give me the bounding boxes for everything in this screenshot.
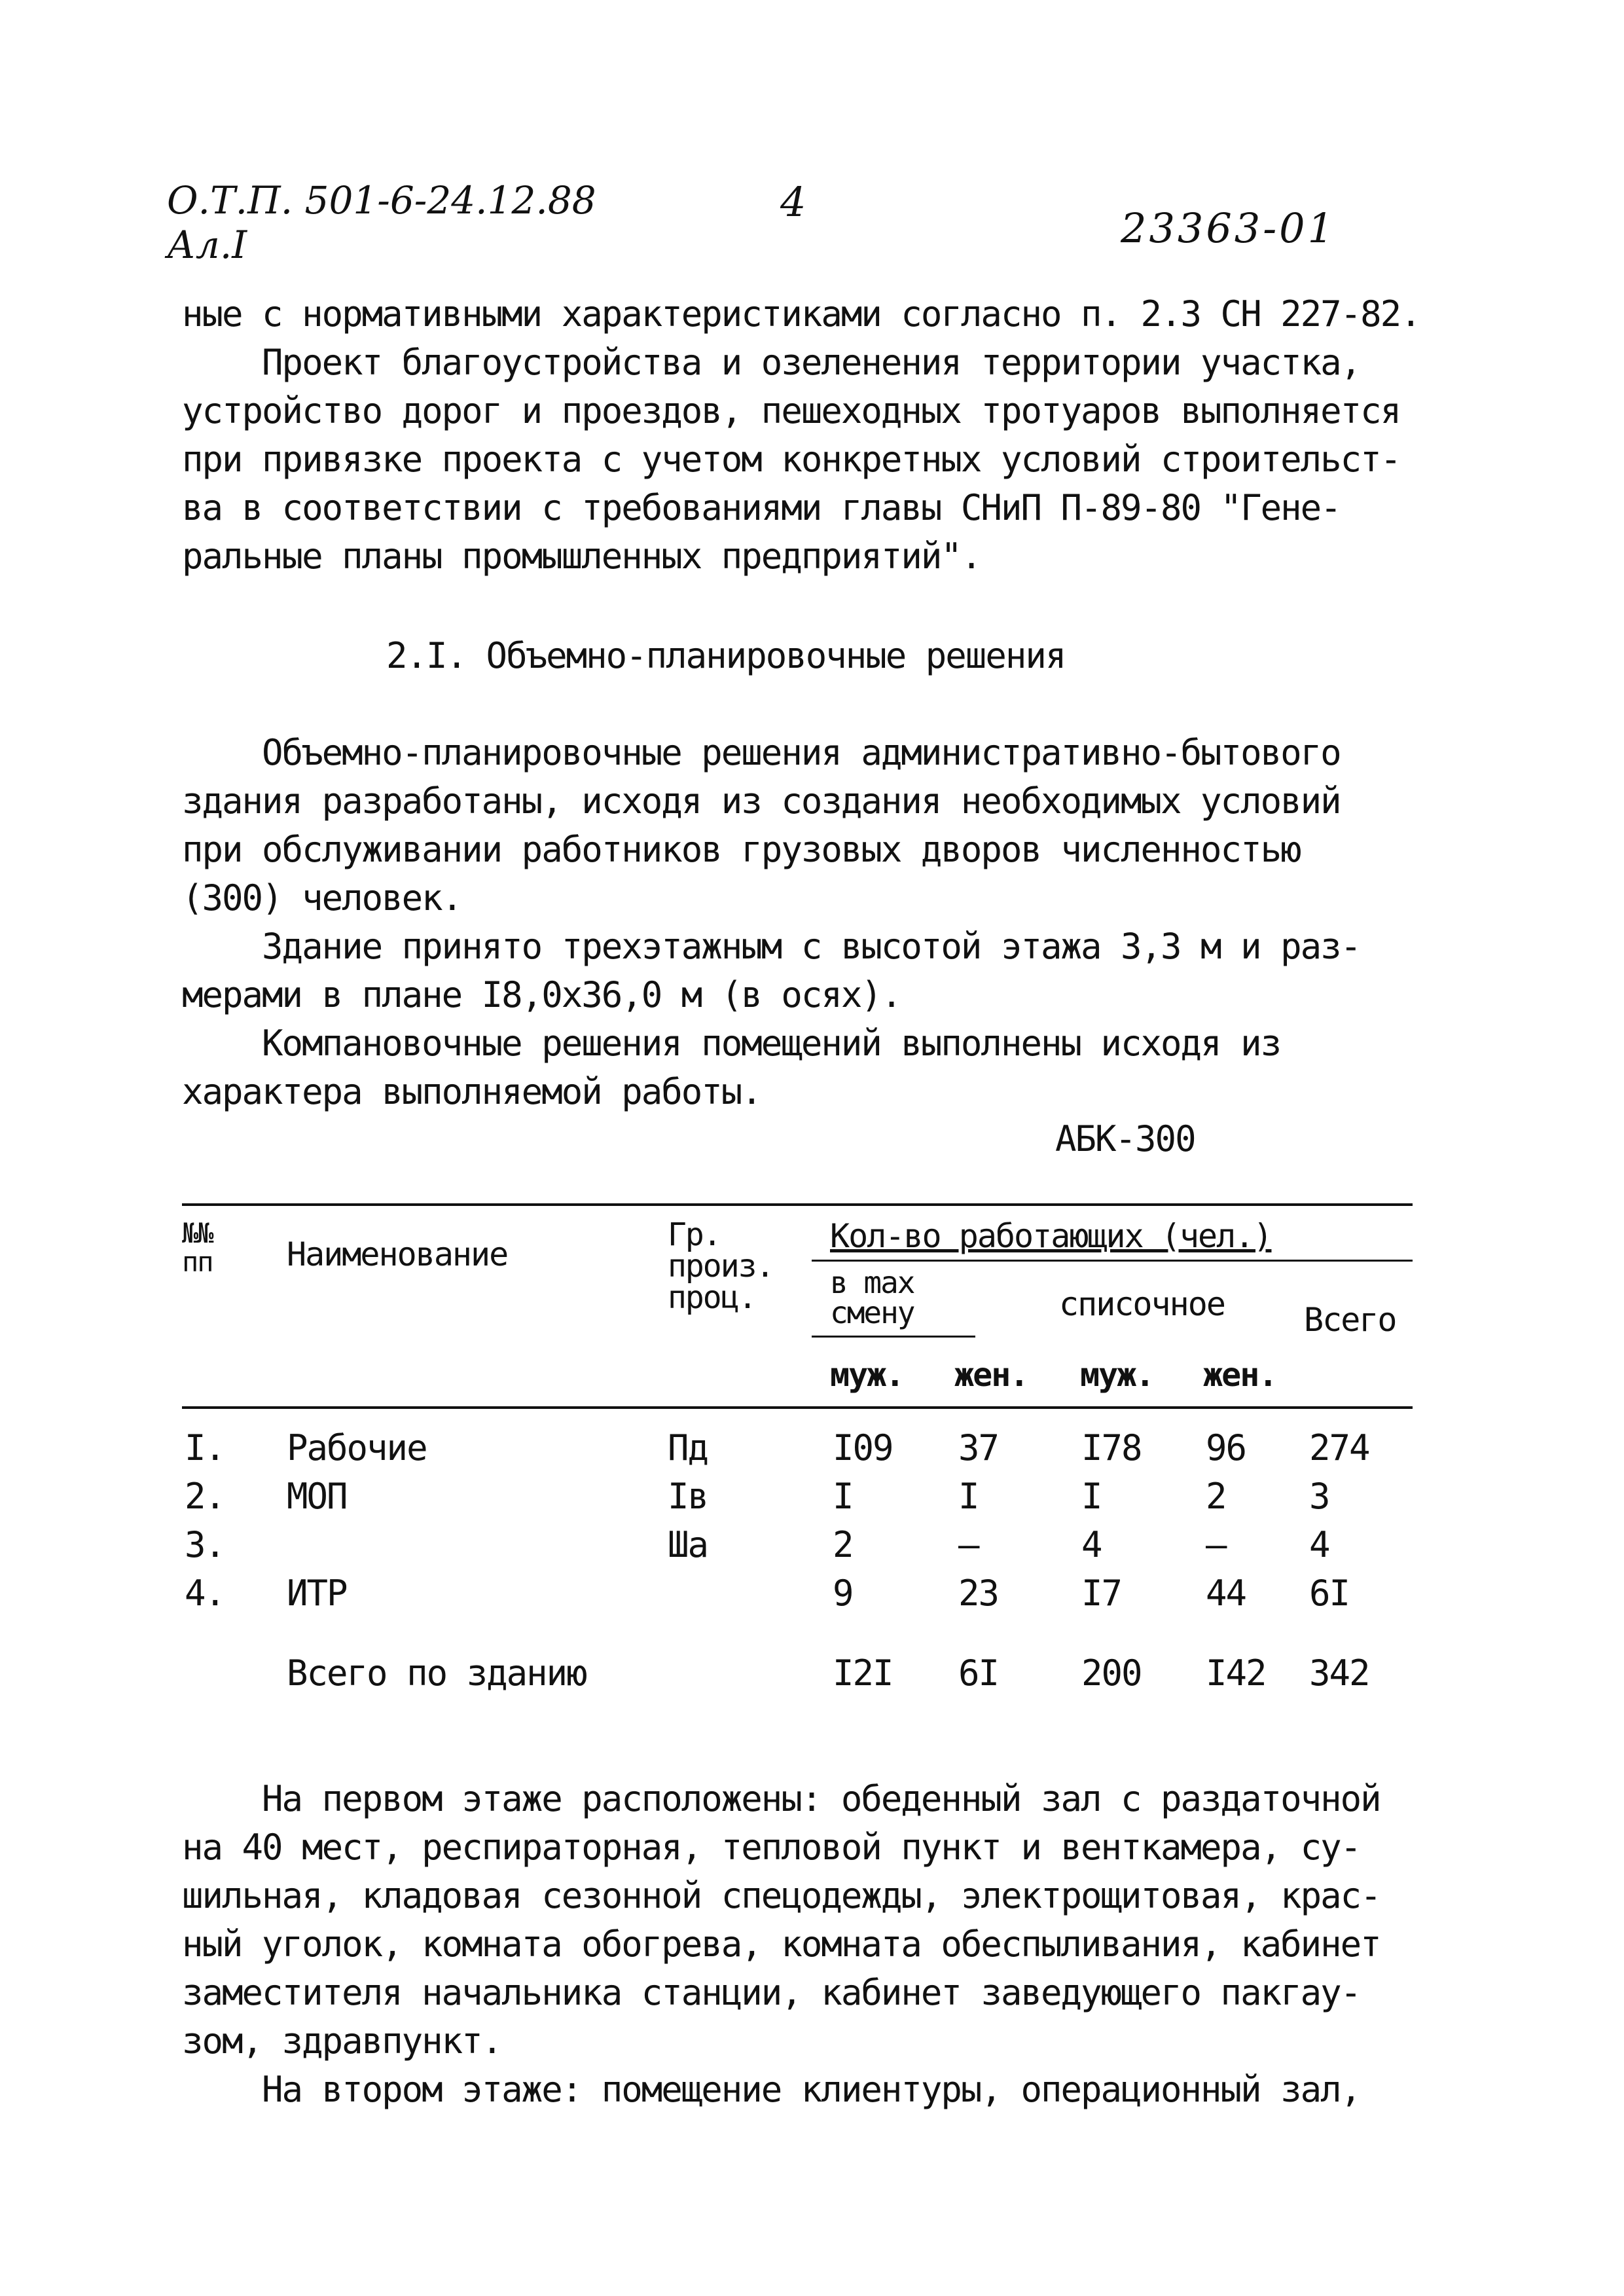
row-total: 274 — [1309, 1427, 1369, 1468]
text-line: На первом этаже расположены: обеденный зал с раздаточной — [182, 1778, 1380, 1819]
section-title: 2.I. Объемно-планировочные решения — [386, 635, 1066, 676]
header-name: Наименование — [287, 1235, 508, 1273]
text-line: устройство дорог и проездов, пешеходных тротуаров выполняется — [182, 390, 1401, 431]
row-name: МОП — [287, 1476, 347, 1517]
row-group: Пд — [668, 1427, 708, 1468]
text-line: ральные планы промышленных предприятий". — [182, 536, 981, 577]
text-line: ный уголок, комната обогрева, комната обеспыливания, кабинет — [182, 1923, 1380, 1965]
row-list-male: I7 — [1081, 1573, 1122, 1614]
text-line: характера выполняемой работы. — [182, 1071, 761, 1112]
row-list-female: – — [1206, 1524, 1226, 1565]
header-max-male: муж. — [830, 1356, 904, 1394]
row-max-female: 37 — [958, 1427, 999, 1468]
header-workers: Кол-во работающих (чел.) — [830, 1217, 1272, 1255]
row-num: 3. — [185, 1524, 225, 1565]
table-caption: АБК-300 — [1055, 1118, 1195, 1159]
text-line: Здание принято трехэтажным с высотой этажа 3,3 м и раз- — [182, 926, 1361, 967]
header-group: Гр. произ. проц. — [668, 1216, 774, 1316]
header-list-female: жен. — [1203, 1356, 1277, 1394]
total-total: 342 — [1309, 1652, 1369, 1694]
table-header-bottom-rule — [182, 1406, 1413, 1409]
max-shift-rule — [812, 1336, 975, 1338]
text-line: Проект благоустройства и озеленения территории участка, — [182, 342, 1361, 383]
text-line: заместителя начальника станции, кабинет заведующего пакгау- — [182, 1972, 1361, 2013]
text-line: шильная, кладовая сезонной спецодежды, электрощитовая, крас- — [182, 1875, 1380, 1916]
header-list: списочное — [1059, 1285, 1225, 1323]
total-list-male: 200 — [1081, 1652, 1142, 1694]
total-max-female: 6I — [958, 1652, 999, 1694]
text-line: мерами в плане I8,0x36,0 м (в осях). — [182, 974, 901, 1015]
table-top-rule — [182, 1203, 1413, 1206]
page-number: 4 — [780, 178, 806, 226]
row-max-male: 9 — [833, 1573, 853, 1614]
row-total: 4 — [1309, 1524, 1329, 1565]
header-max-shift: в max смену — [830, 1265, 914, 1330]
row-group: Iв — [668, 1476, 708, 1517]
header-max-female: жен. — [954, 1356, 1028, 1394]
text-line: при привязке проекта с учетом конкретных условий строительст- — [182, 439, 1401, 480]
workers-header-rule — [812, 1260, 1413, 1262]
text-line: Компановочные решения помещений выполнены исходя из — [182, 1023, 1281, 1064]
row-list-male: 4 — [1081, 1524, 1102, 1565]
text-line: зом, здравпункт. — [182, 2020, 502, 2062]
text-line: при обслуживании работников грузовых дворов численностью — [182, 829, 1301, 870]
text-line: (300) человек. — [182, 877, 462, 919]
text-line: здания разработаны, исходя из создания необходимых условий — [182, 780, 1341, 822]
header-list-male: муж. — [1080, 1356, 1154, 1394]
row-max-male: I — [833, 1476, 853, 1517]
row-total: 3 — [1309, 1476, 1329, 1517]
album-number: Ал.I — [167, 223, 247, 267]
text-line: ные с нормативными характеристиками согласно п. 2.3 СН 227-82. — [182, 293, 1420, 335]
row-num: 2. — [185, 1476, 225, 1517]
row-max-male: 2 — [833, 1524, 853, 1565]
row-list-female: 2 — [1206, 1476, 1226, 1517]
text-line: Объемно-планировочные решения административно-бытового — [182, 732, 1341, 773]
row-list-male: I — [1081, 1476, 1102, 1517]
row-list-female: 44 — [1206, 1573, 1246, 1614]
row-name: ИТР — [287, 1573, 347, 1614]
row-num: 4. — [185, 1573, 225, 1614]
document-code: О.Т.П. 501-6-24.12.88 — [167, 178, 596, 223]
row-group: Шa — [668, 1524, 708, 1565]
row-num: I. — [185, 1427, 225, 1468]
header-num: №№ пп — [182, 1217, 213, 1278]
document-number: 23363-01 — [1121, 204, 1337, 252]
row-max-female: – — [958, 1524, 979, 1565]
total-list-female: I42 — [1206, 1652, 1266, 1694]
text-line: ва в соответствии с требованиями главы СНиП П-89-80 "Гене- — [182, 487, 1341, 528]
row-max-female: I — [958, 1476, 979, 1517]
text-line: На втором этаже: помещение клиентуры, операционный зал, — [182, 2069, 1361, 2110]
row-max-female: 23 — [958, 1573, 999, 1614]
total-max-male: I2I — [833, 1652, 893, 1694]
text-line: на 40 мест, респираторная, тепловой пункт и венткамера, су- — [182, 1827, 1361, 1868]
row-name: Рабочие — [287, 1427, 427, 1468]
row-list-male: I78 — [1081, 1427, 1142, 1468]
row-max-male: I09 — [833, 1427, 893, 1468]
row-list-female: 96 — [1206, 1427, 1246, 1468]
header-total: Всего — [1304, 1301, 1396, 1339]
total-name: Всего по зданию — [287, 1652, 586, 1694]
row-total: 6I — [1309, 1573, 1350, 1614]
